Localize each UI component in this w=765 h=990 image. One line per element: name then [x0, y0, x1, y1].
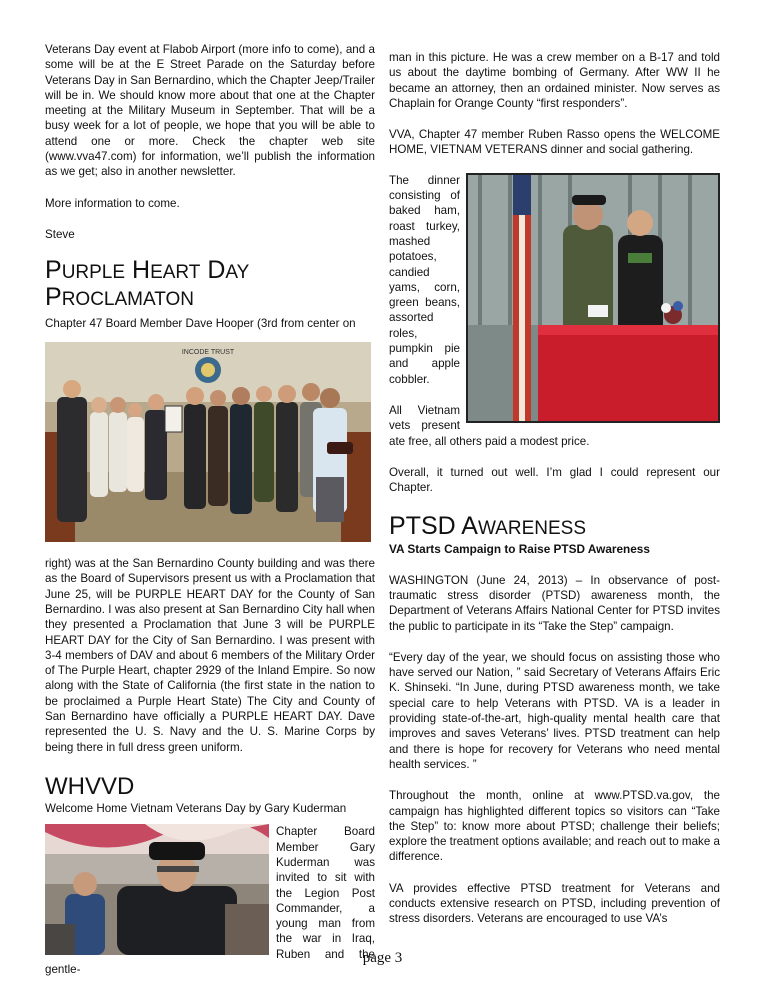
veterans-gathering-photo	[45, 824, 269, 955]
b17-continuation: man in this picture. He was a crew member on a B-17 and told us about the daytime bombing of Germany. After WW II he became an attorney, then an ordained minister. Now serves as Chaplain for Orange County “first responders”.	[389, 51, 720, 110]
whvvd-heading: WHVVD	[45, 772, 135, 800]
ptsd-subhead: VA Starts Campaign to Raise PTSD Awareness	[389, 541, 650, 556]
ptsd-paragraph-3: Throughout the month, online at www.PTSD.va.gov, the campaign has highlighted different topics so visitors can “Take the Step” to: know more about PTSD; challenge their beliefs; explore the treatment options available; and reach out to make a difference.	[389, 789, 720, 864]
overall-paragraph: Overall, it turned out well. I’m glad I could represent our Chapter.	[389, 465, 720, 495]
intro-paragraph: Veterans Day event at Flabob Airport (more info to come), and a some will be at the E Street Parade on the Saturday before Veterans Day in San Bernardino, which the Chapter Jeep/Trailer will be in. We should know more about that one at the Chapter meeting at the Military Museum in September. That will be a busy week for a lot of people, we hope that you will be able to attend one or more. Check the chapter web site (www.vva47.com) for information, we’ll publish the information as we get; also in another newsletter.	[45, 43, 375, 179]
photo-banner-text: INCODE TRUST	[181, 349, 235, 357]
ptsd-paragraph-4: VA provides effective PTSD treatment for Veterans and conducts extensive research on PTSD, including prevention of stress disorders. Veterans are encouraged to use VA’s	[389, 881, 720, 926]
dinner-paragraph: The dinner consisting of baked ham, roast turkey, mashed potatoes, candied yams, corn, green beans, assorted roles, pumpkin pie and apple cobbler.	[389, 173, 460, 386]
page-number: page 3	[362, 950, 403, 966]
whvvd-body: Chapter Board Member Gary Kuderman was invited to sit with the Legion Post Commander, a young man from the war in Iraq, Ruben and the gentle-	[45, 825, 375, 977]
free-meal-paragraph: All Vietnam vets present ate free, all others paid a modest price.	[389, 403, 590, 448]
more-info-text: More information to come.	[45, 196, 180, 210]
vva-paragraph: VVA, Chapter 47 member Ruben Rasso opens the WELCOME HOME, VIETNAM VETERANS dinner and social gathering.	[389, 128, 720, 157]
proclamation-group-photo	[45, 342, 371, 542]
ptsd-heading: PTSD AWARENESS	[389, 512, 586, 541]
signoff: Steve	[45, 227, 75, 241]
ptsd-paragraph-1: WASHINGTON (June 24, 2013) – In observance of post-traumatic stress disorder (PTSD) awareness month, the Department of Veterans Affairs National Center for PTSD invites the public to participate in its “Take the Step” campaign.	[389, 573, 720, 633]
purple-heart-lead: Chapter 47 Board Member Dave Hooper (3rd from center on	[45, 316, 356, 330]
dinner-ceremony-photo	[466, 173, 720, 423]
purple-heart-body: right) was at the San Bernardino County building and was there as the Board of Supervisors present us with a Proclamation that June 25, will be PURPLE HEART DAY for the County of San Bernardino. I was also present at San Bernardino City hall when they presented a Proclamation that June 3 will be PURPLE HEART DAY for the City of San Bernardino. I was present with 3-4 members of DAV and about 6 members of the Military Order of The Purple Heart, chapter 2929 of the Inland Empire. So now along with the State of California (the first state in the nation to be proclaimed a Purple Heart State) The City and County of San Bernardino have officially a PURPLE HEART DAY. Dave represented the U. S. Navy and the U. S. Marine Corps by being there in full dress green uniform.	[45, 557, 375, 754]
right-column	[389, 50, 720, 927]
whvvd-subtitle: Welcome Home Vietnam Veterans Day by Gary Kuderman	[45, 802, 347, 816]
purple-heart-heading: PURPLE HEART DAY PROCLAMATON	[45, 256, 250, 311]
left-column	[45, 42, 375, 977]
ptsd-paragraph-2: “Every day of the year, we should focus on assisting those who have served our Nation, ” said Secretary of Veterans Affairs Eric K. Shinseki. “In June, during PTSD awareness month, we take special care to help Veterans with PTSD. VA is a leader in providing state-of-the-art, high-quality mental health care that improves and saves Veterans’ lives. PTSD treatment can help and there is hope for recovery for Veterans who need mental health services. ”	[389, 650, 720, 771]
